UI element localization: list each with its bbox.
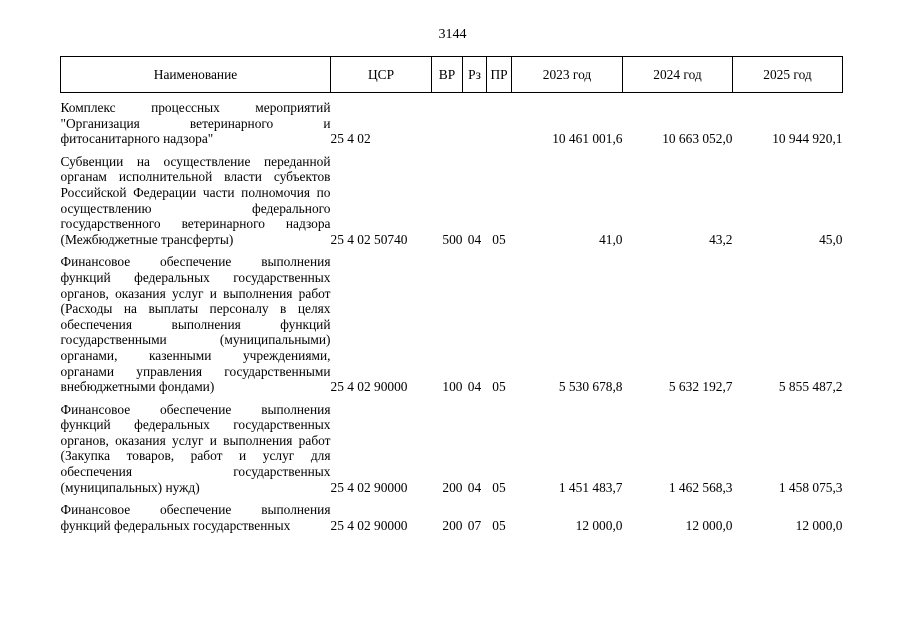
row-rz [463, 100, 487, 147]
page-number: 3144 [438, 27, 467, 42]
row-rz: 04 [467, 479, 482, 495]
table-row [61, 154, 843, 248]
row-2024: 12 000,0 [685, 517, 733, 533]
row-2025: 45,0 [819, 231, 843, 247]
header-pr: ПР [487, 57, 512, 93]
row-2024: 10 663 052,0 [662, 131, 733, 147]
row-2025: 10 944 920,1 [772, 131, 843, 147]
row-2024: 1 462 568,3 [668, 479, 733, 495]
row-rz: 04 [467, 231, 482, 247]
row-pr: 05 [492, 517, 506, 533]
row-pr: 05 [492, 231, 506, 247]
table-header-row [61, 57, 843, 93]
row-2023: 10 461 001,6 [552, 131, 623, 147]
row-2025: 12 000,0 [795, 517, 843, 533]
header-csr: ЦСР [331, 57, 432, 93]
row-vr: 200 [442, 479, 463, 495]
header-2023: 2023 год [512, 57, 623, 93]
table-row [61, 100, 843, 147]
header-2025: 2025 год [733, 57, 843, 93]
row-csr: 25 4 02 90000 [330, 517, 408, 533]
row-vr [432, 100, 463, 147]
row-name: Финансовое обеспечение выполнения функций федеральных государственных органов, оказания услуг и выполнения работ (Расходы на выплаты персоналу в целях обеспечения выполнения функций государственными (муниципальными) органами, казенными учреждениями, органами управления государственными внебюджетными фондами) [60, 254, 331, 395]
budget-table [60, 56, 843, 533]
row-csr: 25 4 02 [330, 131, 371, 147]
row-2023: 1 451 483,7 [558, 479, 623, 495]
row-2023: 5 530 678,8 [558, 379, 623, 395]
table-row [61, 254, 843, 394]
row-vr: 100 [442, 379, 463, 395]
row-2025: 1 458 075,3 [778, 479, 843, 495]
row-name: Финансовое обеспечение выполнения функций федеральных государственных органов, оказания услуг и выполнения работ (Закупка товаров, работ и услуг для обеспечения государственных (муниципальных) нужд) [60, 401, 331, 495]
row-pr: 05 [492, 479, 506, 495]
table-row [61, 502, 843, 533]
header-vr: ВР [432, 57, 463, 93]
header-rz: Рз [463, 57, 487, 93]
row-vr: 200 [442, 517, 463, 533]
header-2024: 2024 год [623, 57, 733, 93]
row-2024: 5 632 192,7 [668, 379, 733, 395]
row-2024: 43,2 [709, 231, 733, 247]
row-vr: 500 [442, 231, 463, 247]
row-pr: 05 [492, 379, 506, 395]
table-row [61, 402, 843, 496]
row-2023: 41,0 [599, 231, 623, 247]
row-name: Субвенции на осуществление переданной органам исполнительной власти субъектов Российской Федерации части полномочия по осуществлению федерального государственного ветеринарного надзора (Межбюджетные трансферты) [60, 153, 331, 247]
row-pr [487, 100, 512, 147]
row-name: Финансовое обеспечение выполнения функций федеральных государственных [60, 502, 331, 533]
row-name: Комплекс процессных мероприятий "Организация ветеринарного и фитосанитарного надзора" [60, 100, 331, 147]
row-2025: 5 855 487,2 [778, 379, 843, 395]
header-name: Наименование [61, 57, 331, 93]
row-rz: 07 [467, 517, 482, 533]
row-csr: 25 4 02 90000 [330, 479, 408, 495]
row-csr: 25 4 02 90000 [330, 379, 408, 395]
row-rz: 04 [467, 379, 482, 395]
row-csr: 25 4 02 50740 [330, 231, 408, 247]
row-2023: 12 000,0 [575, 517, 623, 533]
